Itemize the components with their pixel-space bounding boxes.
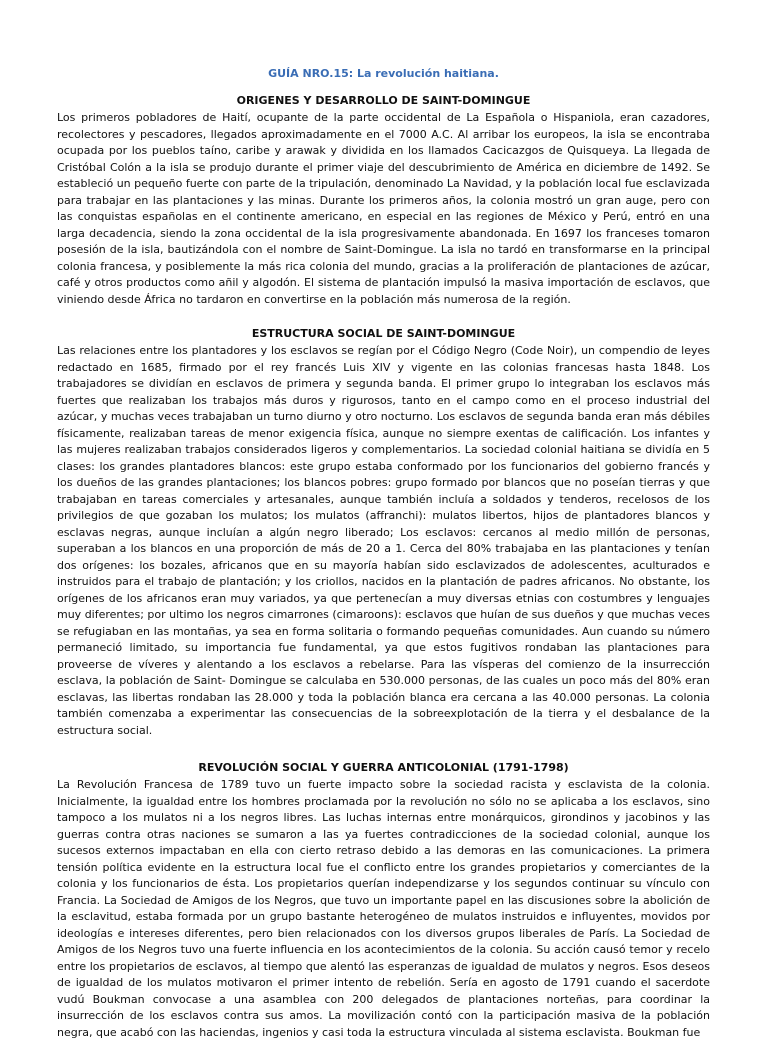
section-heading-social-structure: ESTRUCTURA SOCIAL DE SAINT-DOMINGUE [251,327,516,340]
section-spacer [57,739,710,761]
section-body-revolution: La Revolución Francesa de 1789 tuvo un fuerte impacto sobre la sociedad racista y esclavista de la colonia. Inicialmente, la igualdad entre los hombres proclamada por la revolución no sólo no se aplicaba a los esclavos, sino tampoco a los mulatos ni a los negros libres. Las luchas internas entre monárquicos, girondinos y jacobinos y las guerras contra otras naciones se sumaron a las ya fuertes contradicciones de la sociedad colonial, aunque los sucesos externos impactaban en ella con cierto retraso debido a las demoras en las comunicaciones. La primera tensión política evidente en la estructura local fue el conflicto entre los grandes propietarios y comerciantes de la colonia y los funcionarios de ésta. Los propietarios querían independizarse y los segundos continuar su vínculo con Francia. La Sociedad de Amigos de los Negros, que tuvo un importante papel en las discusiones sobre la abolición de la esclavitud, estaba formada por un grupo bastante heterogéneo de mulatos instruidos e influyentes, movidos por ideologías e intereses diferentes, pero bien relacionados con los diversos grupos liberales de París. La Sociedad de Amigos de los Negros tuvo una fuerte influencia en los acontecimientos de la colonia. Su acción causó temor y recelo entre los propietarios de esclavos, al tiempo que alentó las esperanzas de igualdad de mulatos y negros. Esos deseos de igualdad de los mulatos motivaron el primer intento de rebelión. Sería en agosto de 1791 cuando el sacerdote vudú Boukman convocase a una asamblea con 200 delegados de plantaciones norteñas, para coordinar la insurrección de los esclavos contra sus amos. La movilización contó con la participación masiva de la población negra, que acabó con las haciendas, ingenios y casi toda la estructura vinculada al sistema esclavista. Boukman fue [57,778,710,1039]
section-spacer [57,308,710,327]
section-heading-revolution: REVOLUCIÓN SOCIAL Y GUERRA ANTICOLONIAL (1791-1798) [198,761,569,774]
section-heading-origins: ORIGENES Y DESARROLLO DE SAINT-DOMINGUE [236,94,531,107]
guide-title: GUÍA NRO.15: La revolución haitiana. [268,67,499,80]
section-body-origins: Los primeros pobladores de Haití, ocupante de la parte occidental de La Española o Hispaniola, eran cazadores, recolectores y pescadores, llegados aproximadamente en el 7000 A.C. Al arribar los europeos, la isla se encontraba ocupada por los pueblos taíno, caribe y arawak y dividida en los llamados Cacicazgos de Quisqueya. La llegada de Cristóbal Colón a la isla se produjo durante el primer viaje del descubrimiento de América en diciembre de 1492. Se estableció un pequeño fuerte con parte de la tripulación, denominado La Navidad, y la población local fue esclavizada para trabajar en las plantaciones y las minas. Durante los primeros años, la colonia mostró un gran auge, pero con las conquistas españolas en el continente americano, en especial en las regiones de México y Perú, entró en una larga decadencia, siendo la zona occidental de la isla progresivamente abandonada. En 1697 los franceses tomaron posesión de la isla, bautizándola con el nombre de Saint-Domingue. La isla no tardó en transformarse en la principal colonia francesa, y posiblemente la más rica colonia del mundo, gracias a la proliferación de plantaciones de azúcar, café y otros productos como añil y algodón. El sistema de plantación impulsó la masiva importación de esclavos, que viniendo desde África no tardaron en convertirse en la población más numerosa de la región. [57,111,710,306]
section-body-social-structure: Las relaciones entre los plantadores y los esclavos se regían por el Código Negro (Code Noir), un compendio de leyes redactado en 1685, firmado por el rey francés Luis XIV y vigente en las colonias francesas hasta 1848. Los trabajadores se dividían en esclavos de primera y segunda banda. El primer grupo lo integraban los esclavos más fuertes que realizaban los trabajos más duros y rigurosos, tanto en el campo como en el proceso industrial del azúcar, y muchas veces trabajaban un turno diurno y otro nocturno. Los esclavos de segunda banda eran más débiles físicamente, realizaban tareas de menor exigencia física, aunque no siempre exentas de calificación. Los infantes y las mujeres realizaban trabajos considerados ligeros y complementarios. La sociedad colonial haitiana se dividía en 5 clases: los grandes plantadores blancos: este grupo estaba conformado por los funcionarios del gobierno francés y los dueños de las grandes plantaciones; los blancos pobres: grupo formado por blancos que no poseían tierras y que trabajaban en tareas comerciales y artesanales, aunque también incluía a soldados y tenderos, recelosos de los privilegios de que gozaban los mulatos; los mulatos (affranchi): mulatos libertos, hijos de plantadores blancos y esclavas negras, aunque incluían a algún negro liberado; Los esclavos: cercanos al medio millón de personas, superaban a los blancos en una proporción de más de 20 a 1. Cerca del 80% trabajaba en las plantaciones y tenían dos orígenes: los bozales, africanos que en su mayoría habían sido esclavizados de adolescentes, aculturados e instruidos para el trabajo de plantación; y los criollos, nacidos en la plantación de padres africanos. No obstante, los orígenes de los africanos eran muy variados, ya que pertenecían a muy diversas etnias con costumbres y lenguajes muy diferentes; por ultimo los negros cimarrones (cimaroons): esclavos que huían de sus dueños y que muchas veces se refugiaban en las montañas, ya sea en forma solitaria o formando pequeñas comunidades. Aun cuando su número permaneció limitado, su importancia fue fundamental, ya que estos fugitivos rondaban las plantaciones para proveerse de víveres y alentando a los esclavos a rebelarse. Para las vísperas del comienzo de la insurrección esclava, la población de Saint- Domingue se calculaba en 530.000 personas, de las cuales un poco más del 80% eran esclavas, las libertas rondaban las 28.000 y toda la población blanca era cercana a las 40.000 personas. La colonia también comenzaba a experimentar las consecuencias de la sobreexplotación de la tierra y el desbalance de la estructura social. [57,344,710,737]
